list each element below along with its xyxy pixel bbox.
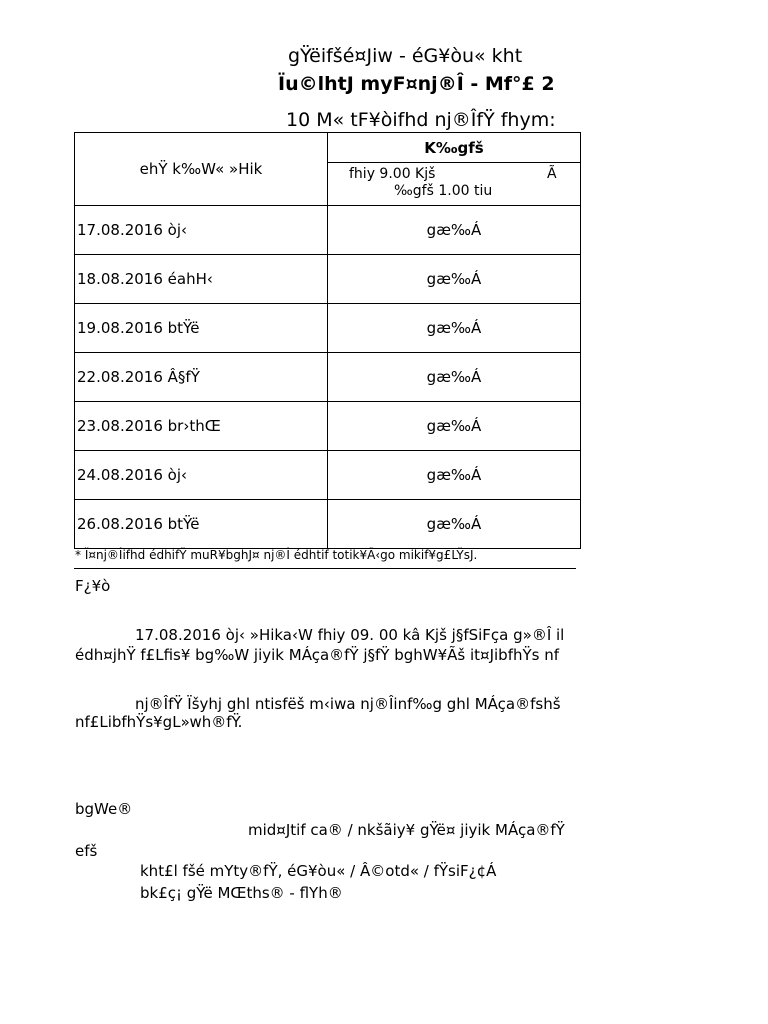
time-mark: Ã	[547, 166, 557, 183]
copy-label: efš	[75, 842, 98, 860]
table-row	[75, 353, 581, 402]
copy-recipient-2: bk£ç¡ gŸë MŒths® - flYh®	[140, 884, 343, 902]
paragraph-1	[0, 626, 576, 666]
table-row	[75, 402, 581, 451]
table-footnote: * Ï¤nj®Îifhd édhifŸ muR¥bghJ¤ nj®Î édhtif totik¥Ã‹go mikif¥g£LŸsJ.	[75, 548, 478, 562]
time-start: fhiy 9.00 Kjš	[349, 166, 436, 183]
table-row	[75, 500, 581, 549]
addressee-line	[248, 821, 578, 841]
header-title-line2: Ïu©lhtJ myF¤nj®Î - Mf°£ 2	[278, 73, 555, 95]
copy-recipient-1: kht£l fšé mYty®fŸ, éG¥òu« / Â©otd« / fŸsiF¿¢Á	[140, 862, 497, 880]
date-cell: 19.08.2016 btŸë	[75, 304, 328, 353]
date-cell: 26.08.2016 btŸë	[75, 500, 328, 549]
forenoon-header: K‰gfš	[328, 133, 581, 163]
subject-cell: gæ‰Á	[328, 353, 581, 402]
date-cell: 17.08.2016 òj‹	[75, 206, 328, 255]
table-row	[75, 206, 581, 255]
subject-cell: gæ‰Á	[328, 255, 581, 304]
subject-cell: gæ‰Á	[328, 402, 581, 451]
paragraph-2	[0, 695, 576, 735]
time-range-cell	[328, 163, 581, 206]
date-cell: 23.08.2016 br›thŒ	[75, 402, 328, 451]
exam-schedule-table	[74, 132, 581, 549]
paragraph-2-line1: nj®ÎfŸ Ïšyhj ghl ntisfëš m‹iwa nj®Îinf‰g ghl MÁça®fshš	[135, 695, 561, 713]
subject-cell: gæ‰Á	[328, 304, 581, 353]
date-day-header: ehŸ k‰W« »Hik	[75, 133, 328, 206]
subject-cell: gæ‰Á	[328, 206, 581, 255]
table-row	[75, 304, 581, 353]
addressee-text: mid¤Jtif ca® / nkšãiy¥ gŸë¤ jiyik MÁça®fŸ	[248, 821, 565, 839]
paragraph-2-line2: nf£LibfhŸs¥gL»wh®fŸ.	[75, 713, 243, 731]
recipient-label: bgWe®	[75, 800, 133, 818]
header-title-line3: 10 M« tF¥òifhd nj®ÎfŸ fhym:	[286, 109, 556, 131]
subject-cell: gæ‰Á	[328, 500, 581, 549]
date-cell: 18.08.2016 éahH‹	[75, 255, 328, 304]
table-row	[75, 255, 581, 304]
header-title-line1: gŸëifšé¤Jiw - éG¥òu« kht	[288, 45, 523, 67]
paragraph-1-line2: édh¤jhŸ f£Lfis¥ bg‰W jiyik MÁça®fŸ j§fŸ bghW¥Ãš it¤JibfhŸs nf	[75, 646, 560, 664]
subject-cell: gæ‰Á	[328, 451, 581, 500]
date-cell: 24.08.2016 òj‹	[75, 451, 328, 500]
note-label: F¿¥ò	[75, 577, 111, 595]
time-end: ‰gfš 1.00 tiu	[394, 183, 493, 200]
footnote-divider	[74, 568, 576, 569]
paragraph-1-line1: 17.08.2016 òj‹ »Hika‹W fhiy 09. 00 kâ Kjš j§fSiFça g»®Î il	[135, 626, 565, 644]
date-cell: 22.08.2016 Â§fŸ	[75, 353, 328, 402]
table-row	[75, 451, 581, 500]
